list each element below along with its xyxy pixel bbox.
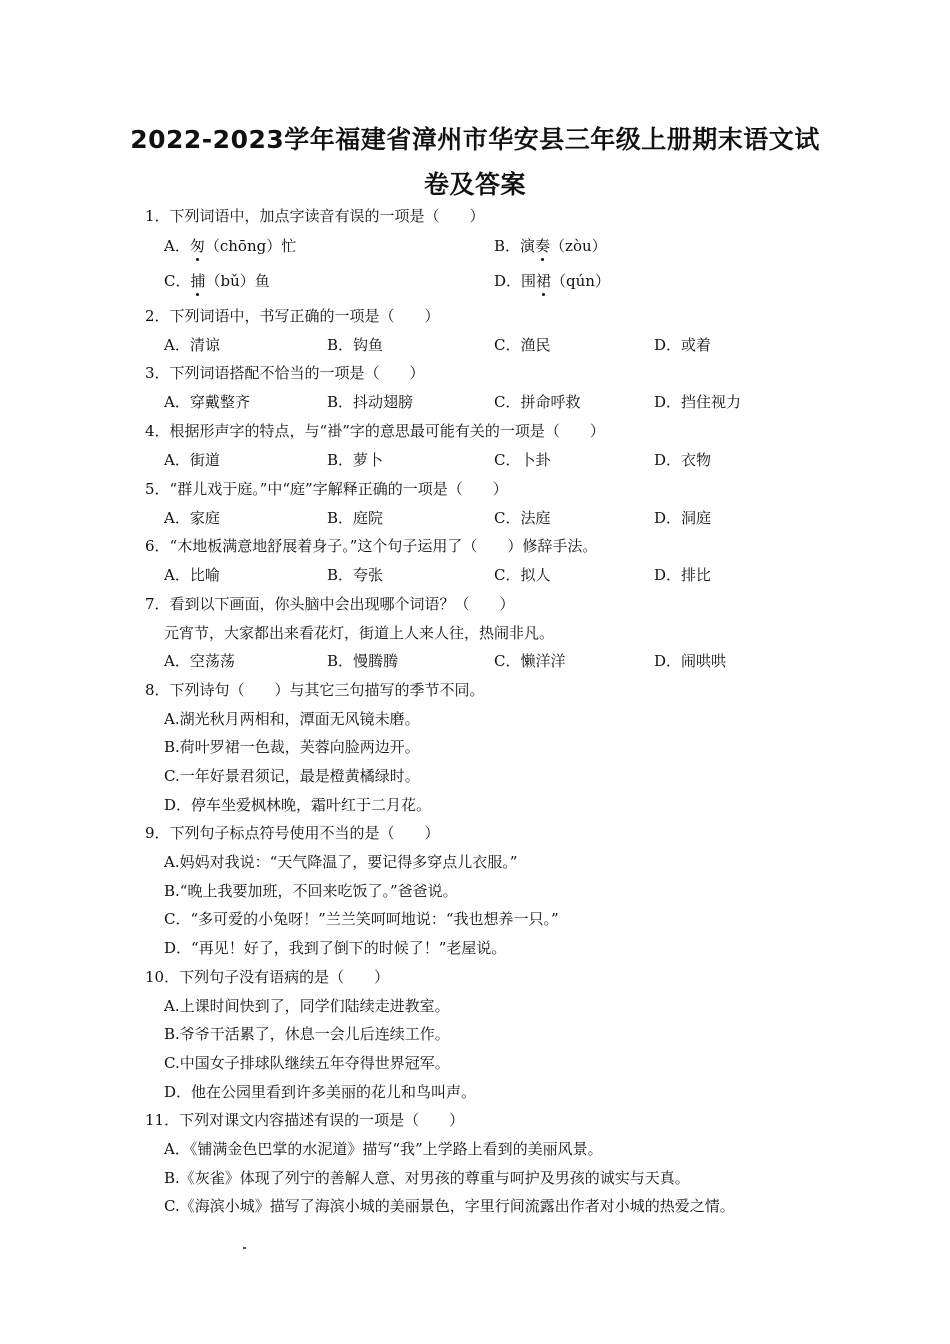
question-1-option-b: B．演奏（zòu） (494, 237, 607, 255)
question-10-option-a: A.上课时间快到了，同学们陆续走进教室。 (164, 997, 450, 1015)
question-3-option-c: C．拼命呼救 (494, 393, 581, 411)
question-4-option-a: A．街道 (164, 451, 220, 469)
question-6-option-b: B．夸张 (327, 566, 384, 584)
question-10-option-c: C.中国女子排球队继续五年夺得世界冠军。 (164, 1054, 450, 1072)
question-9-stem: 9．下列句子标点符号使用不当的是（ ） (145, 824, 440, 842)
question-3-stem: 3．下列词语搭配不恰当的一项是（ ） (145, 364, 425, 382)
dotted-char: 奏 (535, 237, 551, 255)
question-4-stem: 4．根据形声字的特点，与“褂”字的意思最可能有关的一项是（ ） (145, 422, 605, 440)
question-8-option-d: D．停车坐爱枫林晚，霜叶红于二月花。 (164, 796, 432, 814)
question-1-option-a: A．匆（chōng）忙 (164, 237, 297, 255)
dotted-char: 裙 (536, 272, 552, 290)
question-2-option-a: A．清谅 (164, 336, 220, 354)
question-10-option-b: B.爷爷干活累了，休息一会儿后连续工作。 (164, 1025, 450, 1043)
question-9-option-a: A.妈妈对我说：“天气降温了，要记得多穿点儿衣服。” (164, 853, 518, 871)
question-4-option-d: D．衣物 (654, 451, 712, 469)
question-11-stem: 11．下列对课文内容描述有误的一项是（ ） (145, 1111, 465, 1129)
question-11-option-b: B.《灰雀》体现了列宁的善解人意、对男孩的尊重与呵护及男孩的诚实与天真。 (164, 1169, 690, 1187)
question-6-stem: 6．“木地板满意地舒展着身子。”这个句子运用了（ ）修辞手法。 (145, 537, 598, 555)
question-11-option-c: C.《海滨小城》描写了海滨小城的美丽景色，字里行间流露出作者对小城的热爱之情。 (164, 1197, 735, 1215)
dotted-char: 捕 (190, 272, 206, 290)
question-8-option-a: A.湖光秋月两相和，潭面无风镜未磨。 (164, 710, 420, 728)
question-6-option-a: A．比喻 (164, 566, 220, 584)
dotted-char: 匆 (189, 237, 205, 255)
question-9-option-b: B.“晚上我要加班，不回来吃饭了。”爸爸说。 (164, 882, 458, 900)
question-4-option-c: C．卜卦 (494, 451, 551, 469)
question-8-stem: 8．下列诗句（ ）与其它三句描写的季节不同。 (145, 681, 485, 699)
question-7-option-c: C．懒洋洋 (494, 652, 566, 670)
question-11-option-a: A．《铺满金色巴掌的水泥道》描写“我”上学路上看到的美丽风景。 (164, 1140, 603, 1158)
question-5-option-a: A．家庭 (164, 509, 220, 527)
page-title-line1: 2022-2023学年福建省漳州市华安县三年级上册期末语文试 (130, 125, 820, 154)
question-1-option-d: D．围裙（qún） (494, 272, 610, 290)
question-3-option-a: A．穿戴整齐 (164, 393, 250, 411)
question-8-option-c: C.一年好景君须记，最是橙黄橘绿时。 (164, 767, 420, 785)
question-3-option-b: B．抖动翅膀 (327, 393, 414, 411)
question-1-stem: 1．下列词语中，加点字读音有误的一项是（ ） (145, 207, 485, 225)
question-2-option-b: B．钩鱼 (327, 336, 384, 354)
question-4-option-b: B．萝卜 (327, 451, 384, 469)
question-9-option-d: D．“再见！好了，我到了倒下的时候了！”老屋说。 (164, 939, 507, 957)
question-6-option-d: D．排比 (654, 566, 712, 584)
question-2-option-c: C．渔民 (494, 336, 551, 354)
question-7-option-d: D．闹哄哄 (654, 652, 727, 670)
question-6-option-c: C．拟人 (494, 566, 551, 584)
question-7-stem: 7．看到以下画面，你头脑中会出现哪个词语？（ ） (145, 595, 515, 613)
question-3-option-d: D．挡住视力 (654, 393, 742, 411)
question-9-option-c: C．“多可爱的小兔呀！”兰兰笑呵呵地说：“我也想养一只。” (164, 910, 559, 928)
question-1-option-c: C．捕（bǔ）鱼 (164, 272, 270, 290)
question-7-scene: 元宵节，大家都出来看花灯，街道上人来人往，热闹非凡。 (164, 624, 555, 642)
question-10-stem: 10．下列句子没有语病的是（ ） (145, 968, 390, 986)
question-5-stem: 5．“群儿戏于庭。”中“庭”字解释正确的一项是（ ） (145, 480, 508, 498)
question-5-option-b: B．庭院 (327, 509, 384, 527)
footer-mark (243, 1247, 246, 1249)
page-title-line2: 卷及答案 (423, 170, 526, 199)
question-7-option-b: B．慢腾腾 (327, 652, 399, 670)
question-8-option-b: B.荷叶罗裙一色裁，芙蓉向脸两边开。 (164, 738, 420, 756)
question-7-option-a: A．空荡荡 (164, 652, 235, 670)
question-10-option-d: D．他在公园里看到许多美丽的花儿和鸟叫声。 (164, 1083, 477, 1101)
question-5-option-c: C．法庭 (494, 509, 551, 527)
question-2-option-d: D．或着 (654, 336, 712, 354)
question-5-option-d: D．洞庭 (654, 509, 712, 527)
question-2-stem: 2．下列词语中，书写正确的一项是（ ） (145, 307, 440, 325)
